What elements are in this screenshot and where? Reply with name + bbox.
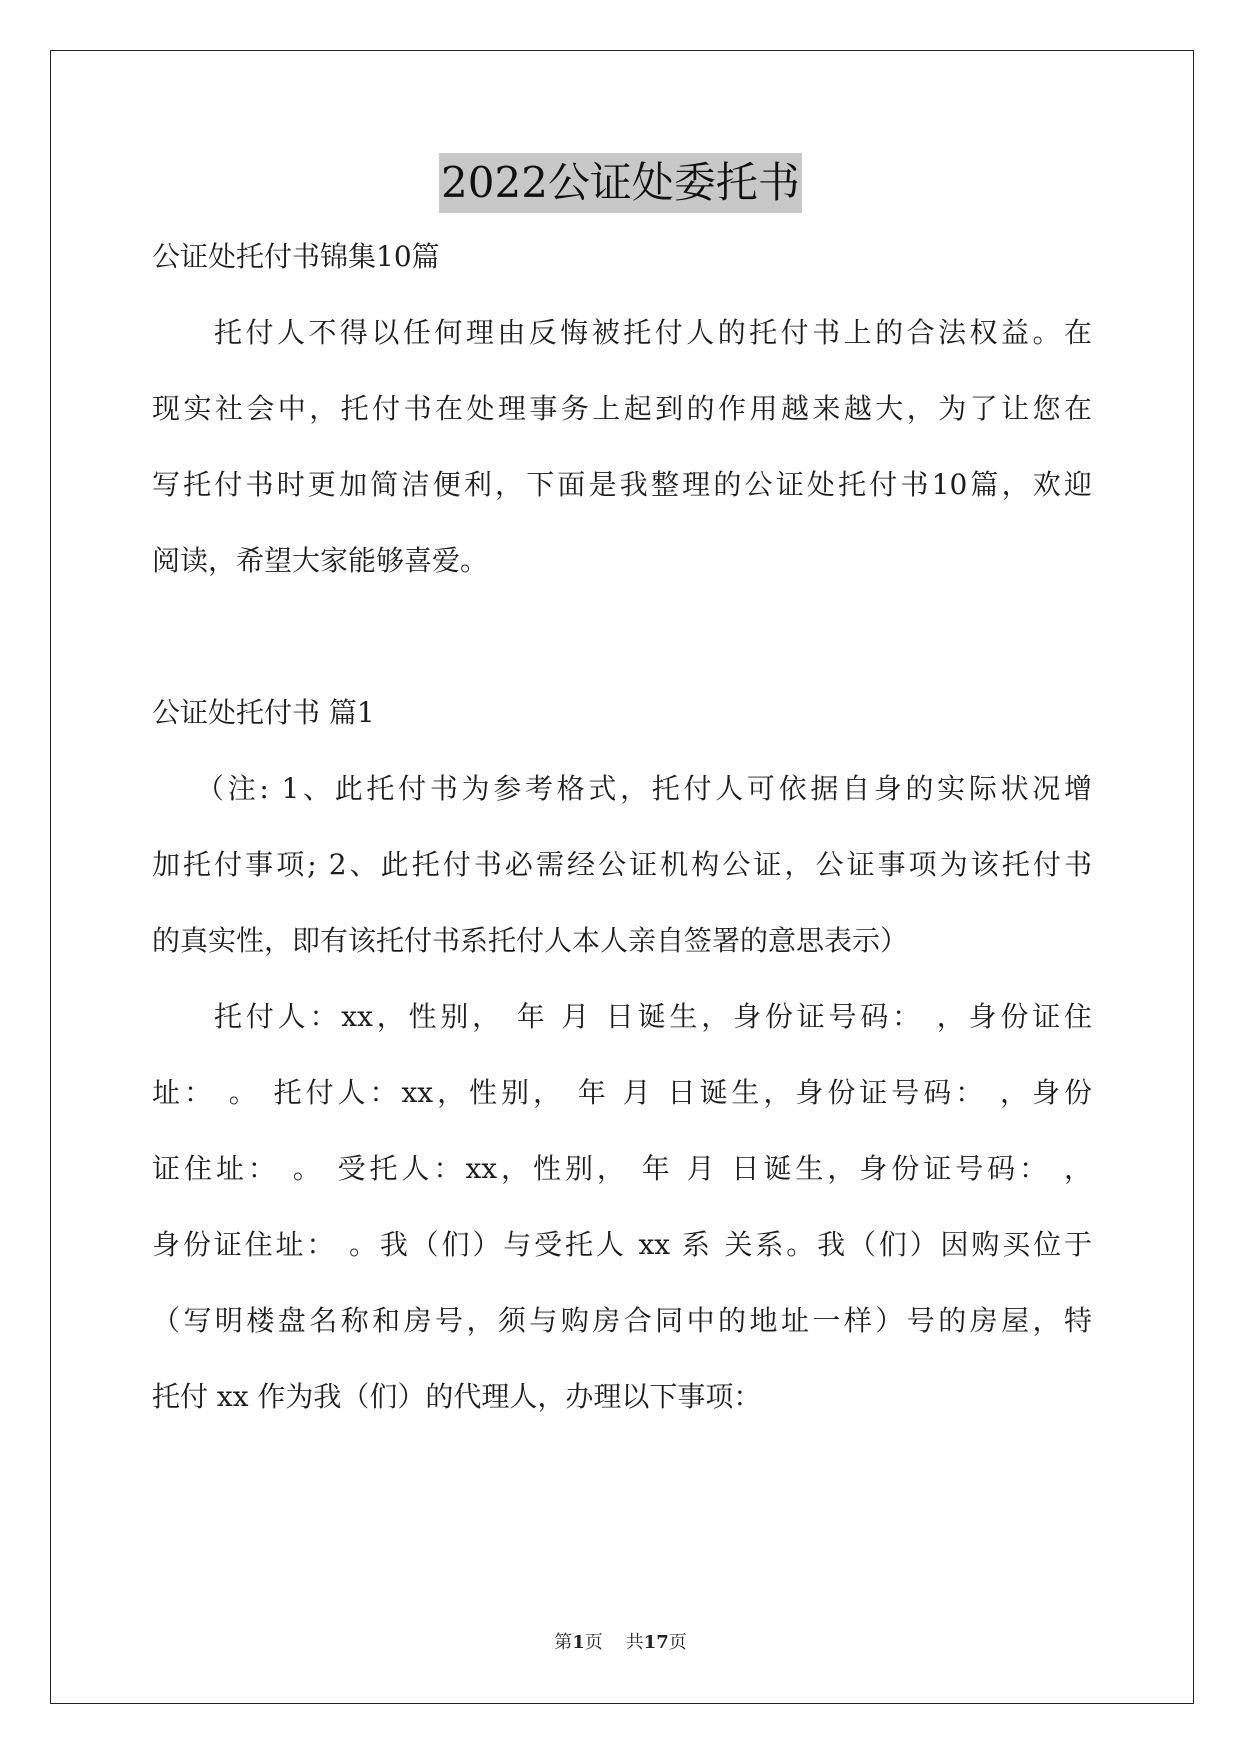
body-line-5: （写明楼盘名称和房号，须与购房合同中的地址一样）号的房屋，特 [152, 1304, 1092, 1337]
body-line-2: 址： 。 托付人：xx，性别， 年 月 日诞生，身份证号码： ，身份 [152, 1076, 1092, 1109]
total-pages: 17 [643, 1632, 669, 1653]
body-line-3: 证住址： 。 受托人：xx，性别， 年 月 日诞生，身份证号码： ， [152, 1152, 1092, 1185]
intro-line-4: 阅读，希望大家能够喜爱。 [152, 544, 489, 577]
intro-line-3: 写托付书时更加简洁便利，下面是我整理的公证处托付书10篇，欢迎 [152, 468, 1092, 501]
note-line-1: （注: 1、此托付书为参考格式，托付人可依据自身的实际状况增 [196, 772, 1092, 805]
total-label-suffix: 页 [668, 1632, 687, 1653]
intro-line-1: 托付人不得以任何理由反悔被托付人的托付书上的合法权益。在 [214, 316, 1092, 349]
document-subtitle: 公证处托付书锦集10篇 [152, 240, 440, 273]
page-number: 1 [572, 1632, 585, 1653]
body-line-6: 托付 xx 作为我（们）的代理人，办理以下事项： [152, 1380, 762, 1413]
page-label-suffix: 页 [584, 1632, 603, 1653]
body-line-4: 身份证住址： 。我（们）与受托人 xx 系 关系。我（们）因购买位于 [152, 1228, 1092, 1261]
total-label-prefix: 共 [625, 1632, 644, 1653]
page-footer [0, 1631, 1241, 1655]
section-heading: 公证处托付书 篇1 [152, 696, 375, 729]
page-label-prefix: 第 [554, 1632, 573, 1653]
intro-line-2: 现实社会中，托付书在处理事务上起到的作用越来越大，为了让您在 [152, 392, 1092, 425]
note-line-2: 加托付事项; 2、此托付书必需经公证机构公证，公证事项为该托付书 [152, 848, 1092, 881]
title-container [0, 153, 1241, 213]
document-title: 2022公证处委托书 [439, 153, 802, 213]
note-line-3: 的真实性，即有该托付书系托付人本人亲自签署的意思表示） [152, 924, 909, 957]
body-line-1: 托付人：xx，性别， 年 月 日诞生，身份证号码： ，身份证住 [214, 1000, 1092, 1033]
